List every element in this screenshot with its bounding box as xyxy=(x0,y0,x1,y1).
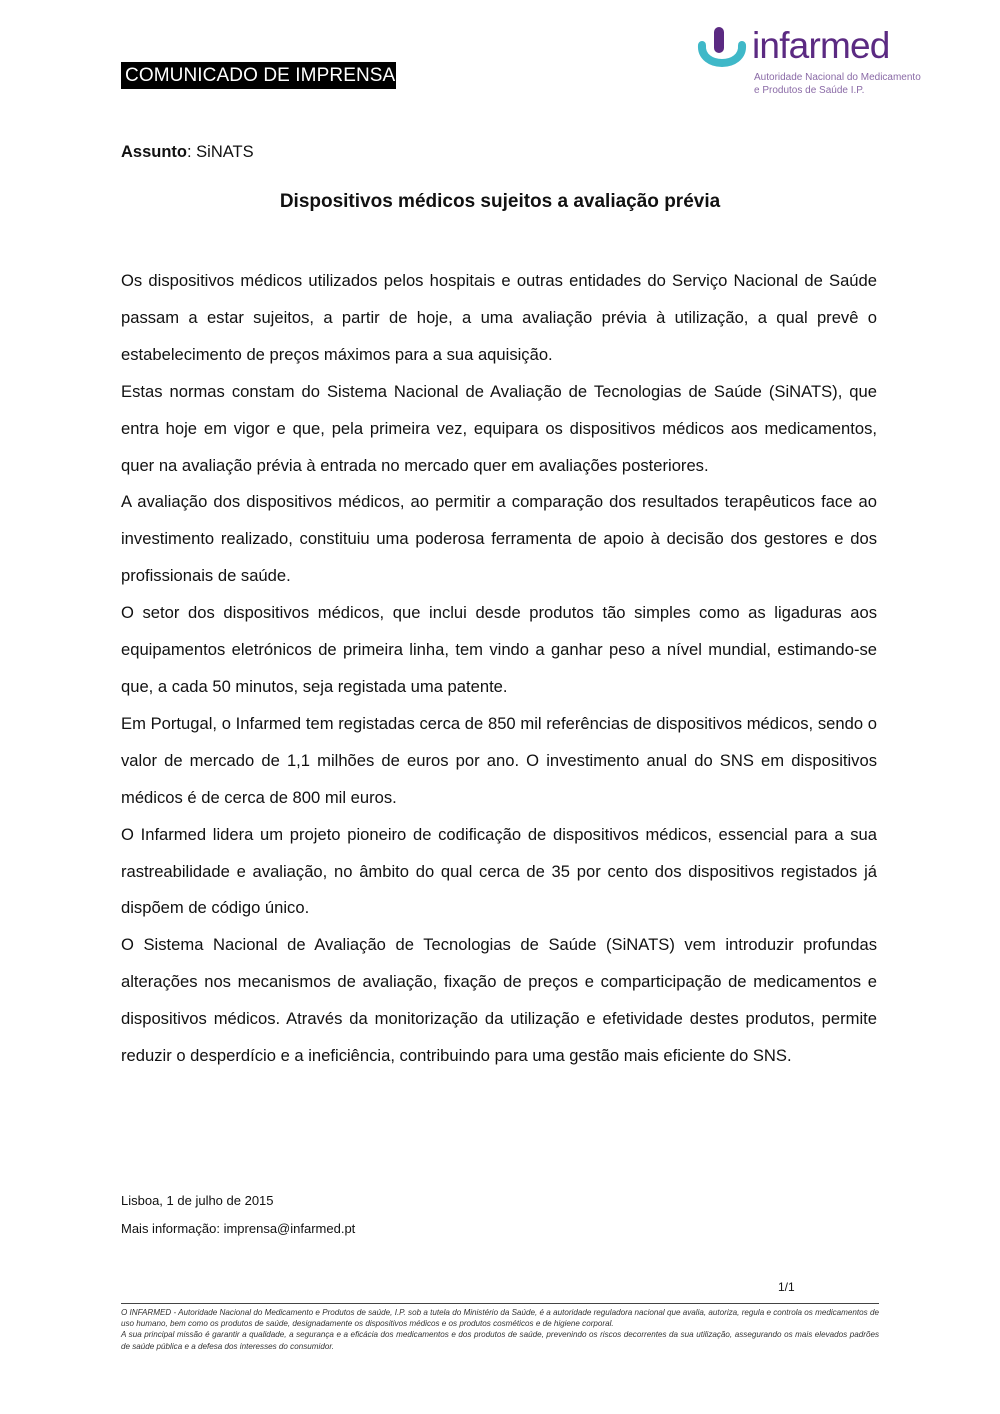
footer-divider xyxy=(121,1303,879,1304)
paragraph: Em Portugal, o Infarmed tem registadas cerca de 850 mil referências de dispositivos médicos, sendo o valor de mercado de 1,1 milhões de euros por ano. O investimento anual do SNS em dispositivos médicos é de cerca de 800 mil euros. xyxy=(121,713,877,807)
logo-wordmark: infarmed xyxy=(752,25,890,66)
logo-tagline-line2: e Produtos de Saúde I.P. xyxy=(754,85,865,96)
footer-note xyxy=(121,1307,879,1352)
place-date: Lisboa, 1 de julho de 2015 xyxy=(121,1193,274,1208)
paragraph: Estas normas constam do Sistema Nacional de Avaliação de Tecnologias de Saúde (SiNATS), que entra hoje em vigor e que, pela primeira vez, equipara os dispositivos médicos aos medicamentos, quer na avaliação prévia à entrada no mercado quer em avaliações posteriores. xyxy=(121,381,877,475)
infarmed-logo xyxy=(694,25,921,100)
paragraph: A avaliação dos dispositivos médicos, ao permitir a comparação dos resultados terapêuticos face ao investimento realizado, constituiu uma poderosa ferramenta de apoio à decisão dos gestores e dos profissionais de saúde. xyxy=(121,492,877,586)
footer-line: A sua principal missão é garantir a qualidade, a segurança e a eficácia dos medicamentos e dos produtos de saúde, prevenindo os riscos decorrentes da sua utilização, assegurando os mais elevados padrões de saúde pública e a defesa dos interesses do consumidor. xyxy=(121,1330,879,1351)
closing-block xyxy=(121,1187,355,1243)
infarmed-logo-icon xyxy=(694,25,750,81)
paragraph: O setor dos dispositivos médicos, que inclui desde produtos tão simples como as ligaduras aos equipamentos eletrónicos de primeira linha, tem vindo a ganhar peso a nível mundial, estimando-se que, a cada 50 minutos, seja registada uma patente. xyxy=(121,603,877,696)
press-release-label: COMUNICADO DE IMPRENSA xyxy=(121,62,396,89)
footer-line: O INFARMED - Autoridade Nacional do Medicamento e Produtos de saúde, I.P. sob a tutela do Ministério da Saúde, é a autoridade reguladora nacional que avalia, autoriza, regula e controla os medicamentos de uso humano, bem como os produtos de saúde, designadamente os dispositivos médicos e os produtos cosméticos e de higiene corporal. xyxy=(121,1308,879,1329)
subject-line xyxy=(121,140,254,164)
document-title: Dispositivos médicos sujeitos a avaliação prévia xyxy=(279,191,721,212)
logo-tagline-line1: Autoridade Nacional do Medicamento xyxy=(754,72,921,83)
subject-label: Assunto xyxy=(121,143,187,161)
subject-value: : SiNATS xyxy=(187,143,254,161)
body-text xyxy=(121,263,877,1075)
page-number: 1/1 xyxy=(778,1280,795,1294)
paragraph: O Sistema Nacional de Avaliação de Tecnologias de Saúde (SiNATS) vem introduzir profundas alterações nos mecanismos de avaliação, fixação de preços e comparticipação de medicamentos e dispositivos médicos. Através da monitorização da utilização e efetividade destes produtos, permite reduzir o desperdício e a ineficiência, contribuindo para uma gestão mais eficiente do SNS. xyxy=(121,935,877,1066)
contact-info: Mais informação: imprensa@infarmed.pt xyxy=(121,1221,356,1236)
logo-tagline xyxy=(754,71,921,97)
paragraph: Os dispositivos médicos utilizados pelos hospitais e outras entidades do Serviço Nacional de Saúde passam a estar sujeitos, a partir de hoje, a uma avaliação prévia à utilização, a qual prevê o estabelecimento de preços máximos para a sua aquisição. xyxy=(121,271,877,364)
paragraph: O Infarmed lidera um projeto pioneiro de codificação de dispositivos médicos, essencial para a sua rastreabilidade e avaliação, no âmbito do qual cerca de 35 por cento dos dispositivos registados já dispõem de código único. xyxy=(121,824,877,918)
